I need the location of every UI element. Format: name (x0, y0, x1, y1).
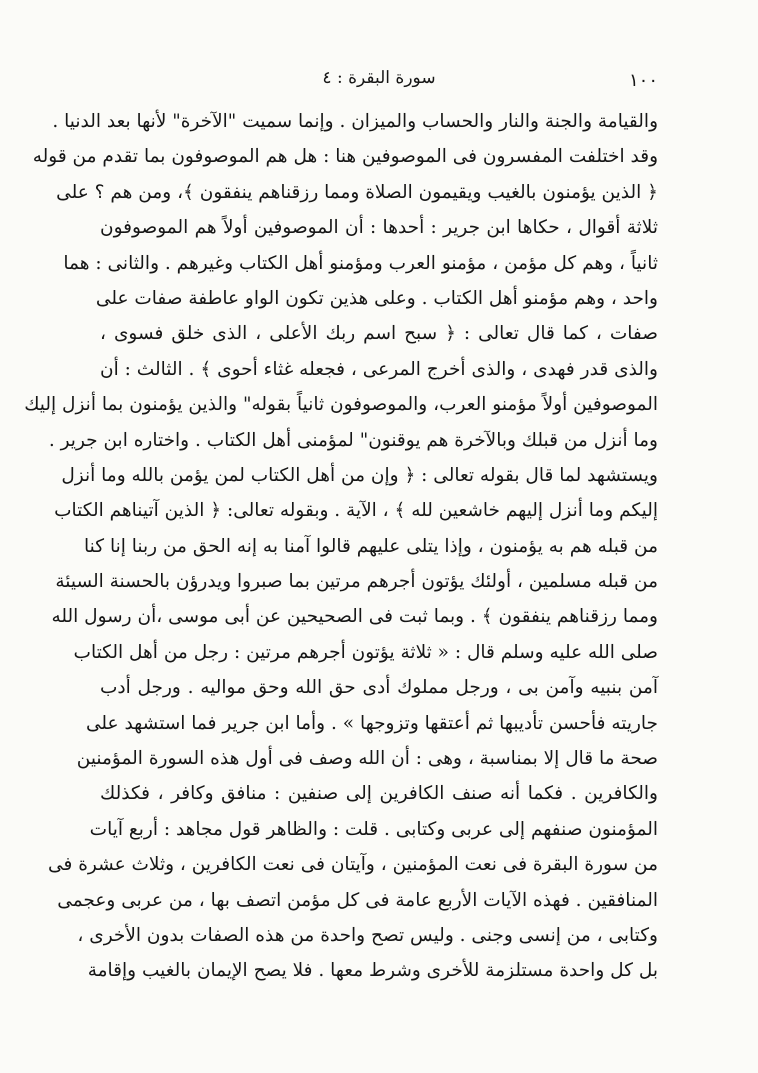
text-line: واحد ، وهم مؤمنو أهل الكتاب . وعلى هذين تكون الواو عاطفة صفات على (95, 287, 658, 309)
text-line: الموصوفين أولاً مؤمنو العرب، والموصوفون ثانياً بقوله" والذين يؤمنون بما أنزل إليك (24, 394, 658, 416)
text-line: من قبله مسلمين ، أولئك يؤتون أجرهم مرتين بما صبروا ويدرؤن بالحسنة السيئة (55, 571, 658, 593)
text-line: وكتابى ، من إنسى وجنى . وليس تصح واحدة من هذه الصفات بدون الأخرى ، (77, 924, 658, 946)
text-line: والذى قدر فهدى ، والذى أخرج المرعى ، فجعله غثاء أحوى ﴾ . الثالث : أن (100, 358, 658, 380)
text-line: ثانياً ، وهم كل مؤمن ، مؤمنو العرب ومؤمنو أهل الكتاب وغيرهم . والثانى : هما (63, 252, 658, 274)
page-number: ١٠٠ (628, 70, 658, 91)
text-line: جاريته فأحسن تأديبها ثم أعتقها وتزوجها » . وأما ابن جرير فما استشهد على (85, 712, 658, 734)
text-line: المنافقين . فهذه الآيات الأربع عامة فى كل مؤمن اتصف بها ، من عربى وعجمى (57, 889, 658, 911)
text-line: بل كل واحدة مستلزمة للأخرى وشرط معها . فلا يصح الإيمان بالغيب وإقامة (87, 960, 658, 982)
text-line: ﴿ الذين يؤمنون بالغيب ويقيمون الصلاة ومما رزقناهم ينفقون ﴾، ومن هم ؟ على (56, 181, 658, 203)
text-line: إليكم وما أنزل إليهم خاشعين لله ﴾ ، الآية . وبقوله تعالى: ﴿ الذين آتيناهم الكتاب (54, 500, 658, 522)
text-line: ثلاثة أقوال ، حكاها ابن جرير : أحدها : أن الموصوفين أولاً هم الموصوفون (100, 217, 658, 239)
text-line: وقد اختلفت المفسرون فى الموصوفين هنا : هل هم الموصوفون بما تقدم من قوله (32, 146, 658, 168)
text-line: صحة ما قال إلا بمناسبة ، وهى : أن الله وصف فى أول هذه السورة المؤمنين (76, 748, 658, 770)
body-text (24, 104, 658, 989)
text-line: ومما رزقناهم ينفقون ﴾ . وبما ثبت فى الصحيحين عن أبى موسى ،أن رسول الله (51, 606, 658, 628)
text-line: من قبله هم به يؤمنون ، وإذا يتلى عليهم قالوا آمنا به إنه الحق من ربنا إنا كنا (84, 535, 658, 557)
text-line: آمن بنبيه وآمن بى ، ورجل مملوك أدى حق الله وحق مواليه . ورجل أدب (100, 677, 658, 699)
chapter-title: سورة البقرة : ٤ (322, 68, 436, 88)
text-line: والقيامة والجنة والنار والحساب والميزان . وإنما سميت "الآخرة" لأنها بعد الدنيا . (52, 111, 658, 132)
running-header (100, 64, 658, 98)
text-line: المؤمنون صنفهم إلى عربى وكتابى . قلت : والظاهر قول مجاهد : أربع آيات (89, 818, 658, 840)
text-line: وما أنزل من قبلك وبالآخرة هم يوقنون" لمؤمنى أهل الكتاب . واختاره ابن جرير . (48, 429, 658, 451)
text-line: صفات ، كما قال تعالى : ﴿ سبح اسم ربك الأعلى ، الذى خلق فسوى ، (100, 323, 658, 345)
text-line: ويستشهد لما قال بقوله تعالى : ﴿ وإن من أهل الكتاب لمن يؤمن بالله وما أنزل (61, 464, 658, 486)
text-line: من سورة البقرة فى نعت المؤمنين ، وآيتان فى نعت الكافرين ، وثلاث عشرة فى (48, 854, 658, 876)
text-line: صلى الله عليه وسلم قال : « ثلاثة يؤتون أجرهم مرتين : رجل من أهل الكتاب (73, 641, 658, 663)
text-line: والكافرين . فكما أنه صنف الكافرين إلى صنفين : منافق وكافر ، فكذلك (100, 783, 658, 805)
